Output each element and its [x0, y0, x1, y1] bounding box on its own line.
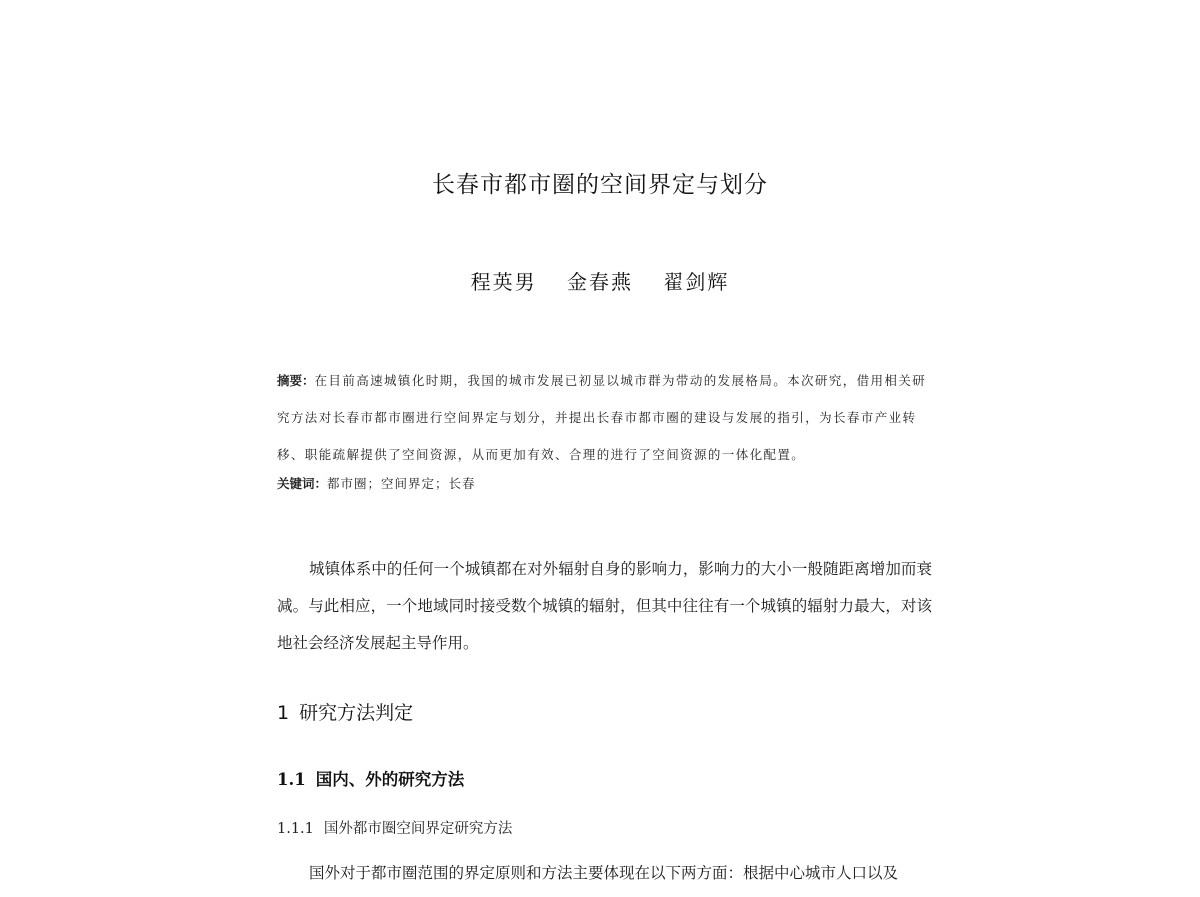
section-title: 研究方法判定 [299, 702, 414, 724]
subsubsection-number: 1.1.1 [277, 821, 314, 837]
author-name: 翟剑辉 [663, 270, 730, 294]
keywords [277, 474, 476, 492]
subsection-title: 国内、外的研究方法 [315, 770, 465, 789]
subsection-heading [277, 766, 464, 790]
abstract-label: 摘要： [277, 373, 315, 388]
abstract-text: 在目前高速城镇化时期，我国的城市发展已初显以城市群为带动的发展格局。本次研究，借用相关研究方法对长春市都市圈进行空间界定与划分，并提出长春市都市圈的建设与发展的指引，为长春市产业转移、职能疏解提供了空间资源，从而更加有效、合理的进行了空间资源的一体化配置。 [277, 373, 927, 462]
intro-paragraph: 城镇体系中的任何一个城镇都在对外辐射自身的影响力，影响力的大小一般随距离增加而衰减。与此相应，一个地域同时接受数个城镇的辐射，但其中往往有一个城镇的辐射力最大，对该地社会经济发展起主导作用。 [277, 560, 932, 652]
subsubsection-title: 国外都市圈空间界定研究方法 [323, 821, 513, 837]
author-name: 金春燕 [567, 270, 633, 294]
keywords-label: 关键词： [277, 476, 328, 491]
paper-title: 长春市都市圈的空间界定与划分 [432, 172, 768, 198]
section-number: 1 [277, 702, 290, 724]
author-name: 程英男 [470, 270, 537, 294]
subsection-number: 1.1 [277, 770, 306, 789]
subsubsection-heading [277, 817, 512, 838]
keywords-text: 都市圈；空间界定；长春 [327, 476, 476, 491]
section-heading [277, 698, 413, 725]
author-list [0, 266, 1200, 295]
abstract [277, 362, 932, 473]
body-paragraph: 国外对于都市圈范围的界定原则和方法主要体现在以下两方面：根据中心城市人口以及 [309, 864, 899, 882]
